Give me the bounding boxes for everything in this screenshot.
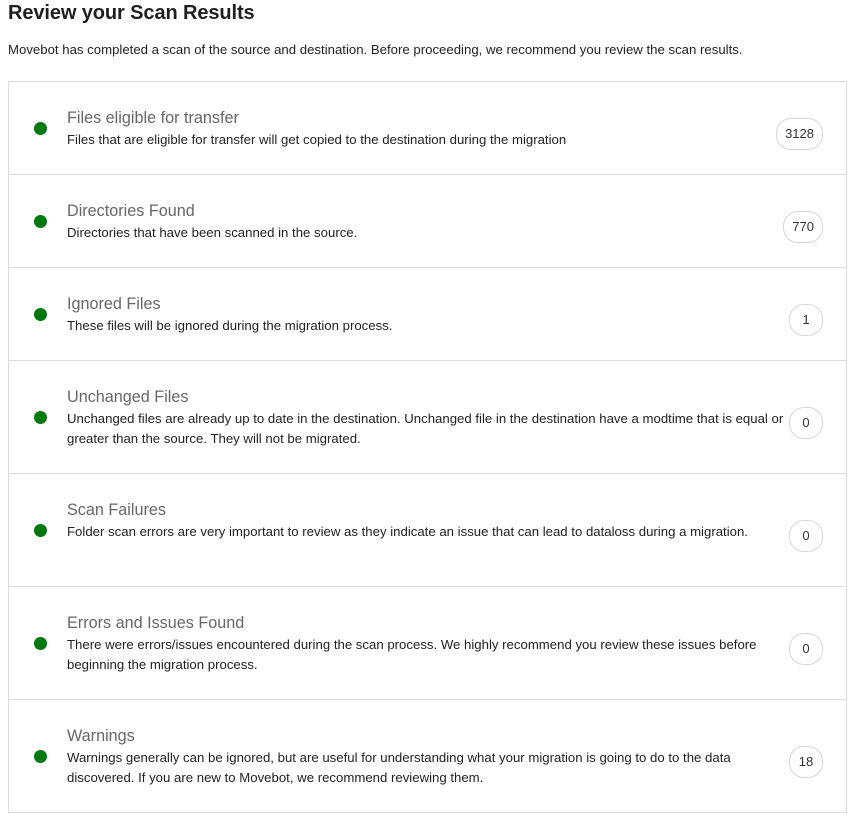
count-badge: 0 xyxy=(789,633,823,665)
result-text xyxy=(67,108,795,150)
result-row-unchanged-files[interactable] xyxy=(9,360,846,473)
count-badge: 1 xyxy=(789,304,823,336)
status-dot-icon xyxy=(34,215,47,228)
result-description: Directories that have been scanned in the source. xyxy=(67,225,358,240)
count-badge: 770 xyxy=(783,211,823,243)
status-dot-icon xyxy=(34,411,47,424)
status-dot-icon xyxy=(34,524,47,537)
status-dot-icon xyxy=(34,122,47,135)
result-row-scan-failures[interactable] xyxy=(9,473,846,586)
result-description: Warnings generally can be ignored, but are useful for understanding what your migration is going to do to the data discovered. If you are new to Movebot, we recommend reviewing them. xyxy=(67,750,731,785)
count-badge: 0 xyxy=(789,520,823,552)
result-text xyxy=(67,294,795,336)
result-description: Unchanged files are already up to date in the destination. Unchanged file in the destination have a modtime that is equal or greater than the source. They will not be migrated. xyxy=(67,411,784,446)
count-badge: 3128 xyxy=(776,118,823,150)
result-text xyxy=(67,201,795,243)
scan-results-list xyxy=(8,81,847,813)
result-title: Errors and Issues Found xyxy=(67,614,245,632)
result-title: Unchanged Files xyxy=(67,388,189,406)
result-row-ignored-files[interactable] xyxy=(9,267,846,360)
result-text xyxy=(67,500,795,542)
result-title: Ignored Files xyxy=(67,295,161,313)
page-title: Review your Scan Results xyxy=(8,2,255,24)
result-description: Folder scan errors are very important to review as they indicate an issue that can lead to dataloss during a migration. xyxy=(67,524,748,539)
result-row-warnings[interactable] xyxy=(9,699,846,812)
count-badge: 18 xyxy=(789,746,823,778)
result-text xyxy=(67,726,795,788)
status-dot-icon xyxy=(34,308,47,321)
result-title: Scan Failures xyxy=(67,501,166,519)
result-row-errors-issues[interactable] xyxy=(9,586,846,699)
result-text xyxy=(67,387,795,449)
status-dot-icon xyxy=(34,637,47,650)
result-title: Files eligible for transfer xyxy=(67,109,239,127)
result-title: Warnings xyxy=(67,727,135,745)
result-title: Directories Found xyxy=(67,202,195,220)
result-description: There were errors/issues encountered during the scan process. We highly recommend you review these issues before beginning the migration process. xyxy=(67,637,757,672)
result-text xyxy=(67,613,795,675)
result-row-files-eligible[interactable] xyxy=(9,82,846,174)
result-row-directories-found[interactable] xyxy=(9,174,846,267)
intro-text: Movebot has completed a scan of the source and destination. Before proceeding, we recommend you review the scan results. xyxy=(8,42,743,57)
result-description: These files will be ignored during the migration process. xyxy=(67,318,393,333)
count-badge: 0 xyxy=(789,407,823,439)
result-description: Files that are eligible for transfer will get copied to the destination during the migration xyxy=(67,132,567,147)
status-dot-icon xyxy=(34,750,47,763)
